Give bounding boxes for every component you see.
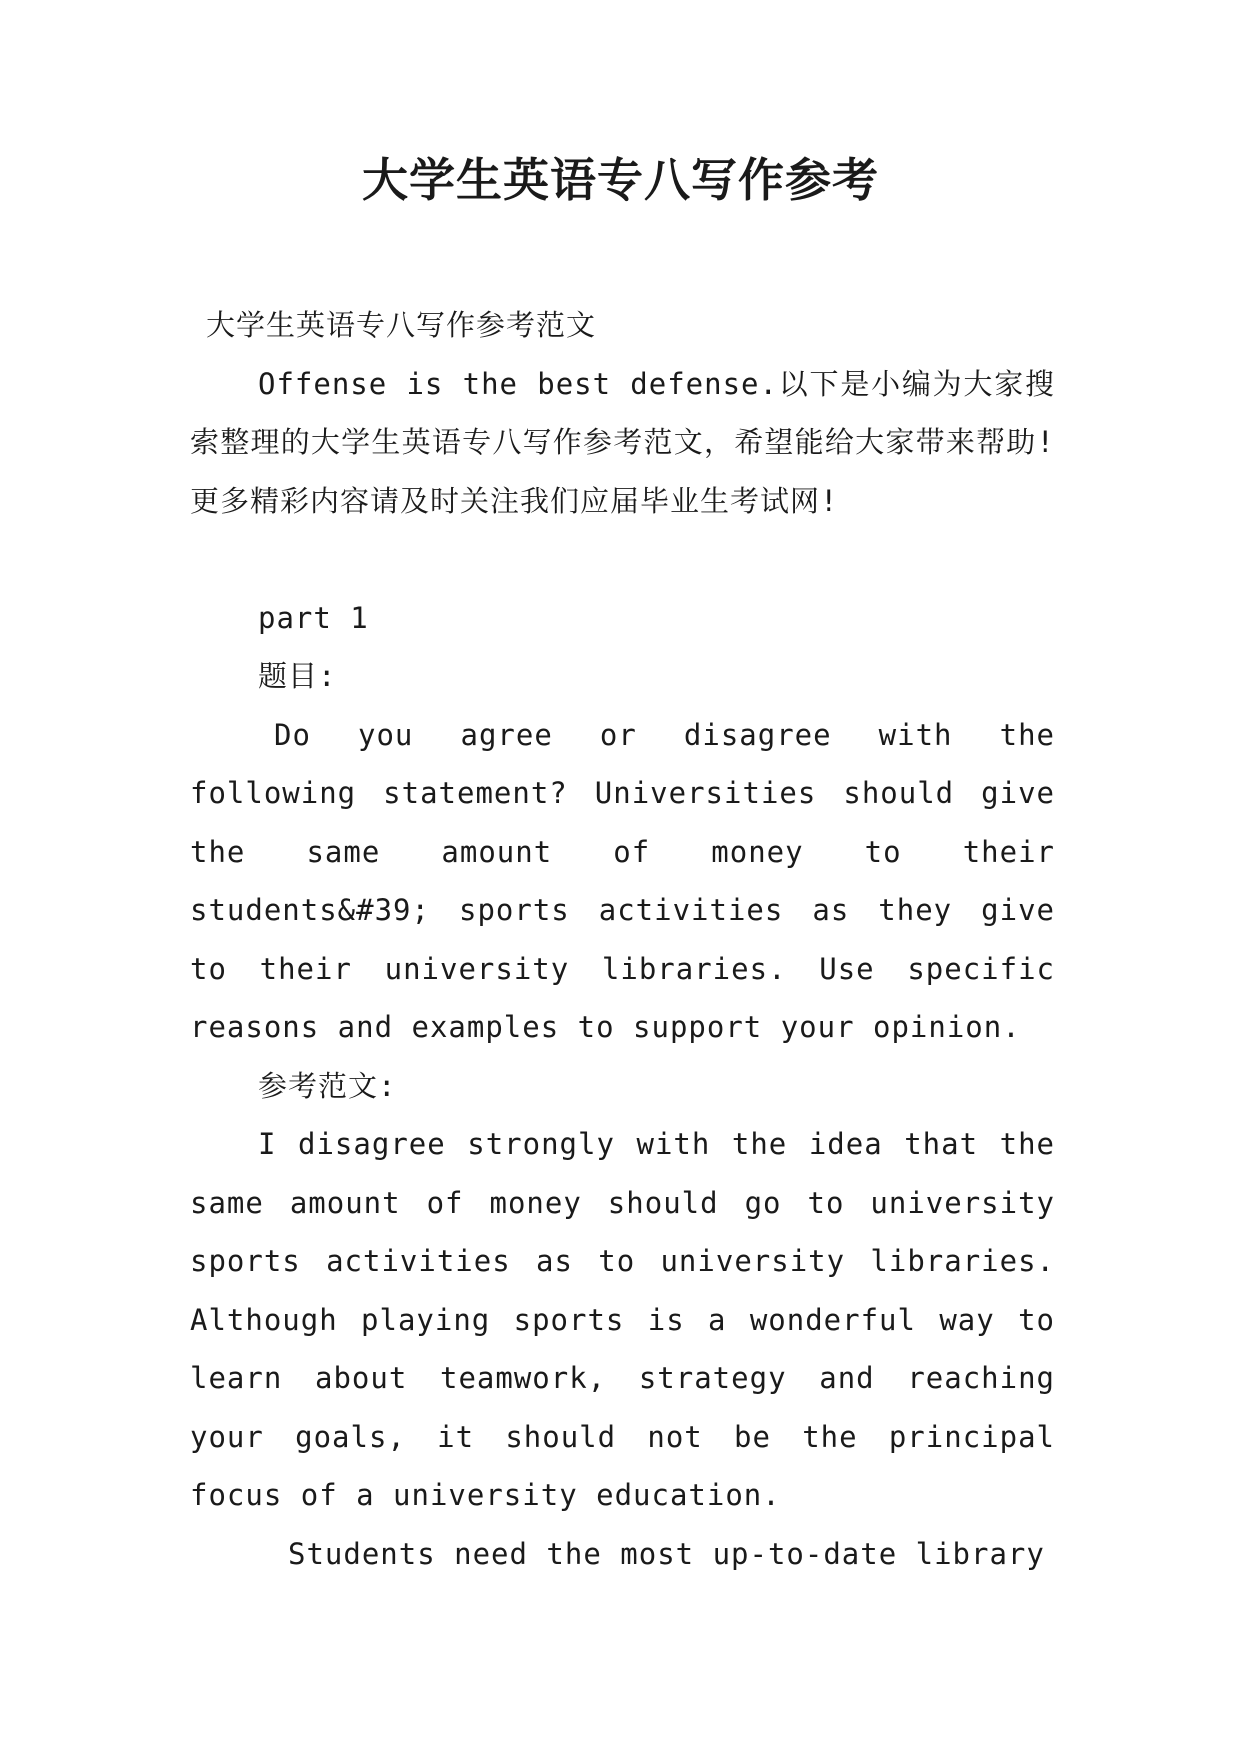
part-label: part 1 (258, 600, 369, 635)
intro-paragraph: Offense is the best defense.以下是小编为大家搜索整理的大学生英语专八写作参考范文，希望能给大家带来帮助!更多精彩内容请及时关注我们应届毕业生考试网! (190, 366, 1055, 518)
question-label: 题目: (258, 659, 337, 693)
question-paragraph: Do you agree or disagree with the following statement? Universities should give the same amount of money to their students&#39; sports activities as they give to their university libraries. Use specific reasons and examples to support your opinion. (190, 717, 1055, 1044)
document-body (190, 296, 1055, 1583)
sample-paragraph-2: Students need the most up-to-date library (288, 1536, 1045, 1571)
document-subtitle: 大学生英语专八写作参考范文 (206, 308, 597, 342)
sample-paragraph-1: I disagree strongly with the idea that the same amount of money should go to university sports activities as to university libraries. Although playing sports is a wonderful way to learn about teamwork, strategy and reaching your goals, it should not be the principal focus of a university education. (190, 1127, 1055, 1512)
paragraph-spacer (190, 530, 1055, 589)
sample-label: 参考范文: (258, 1068, 397, 1103)
document-title: 大学生英语专八写作参考 (362, 153, 879, 207)
